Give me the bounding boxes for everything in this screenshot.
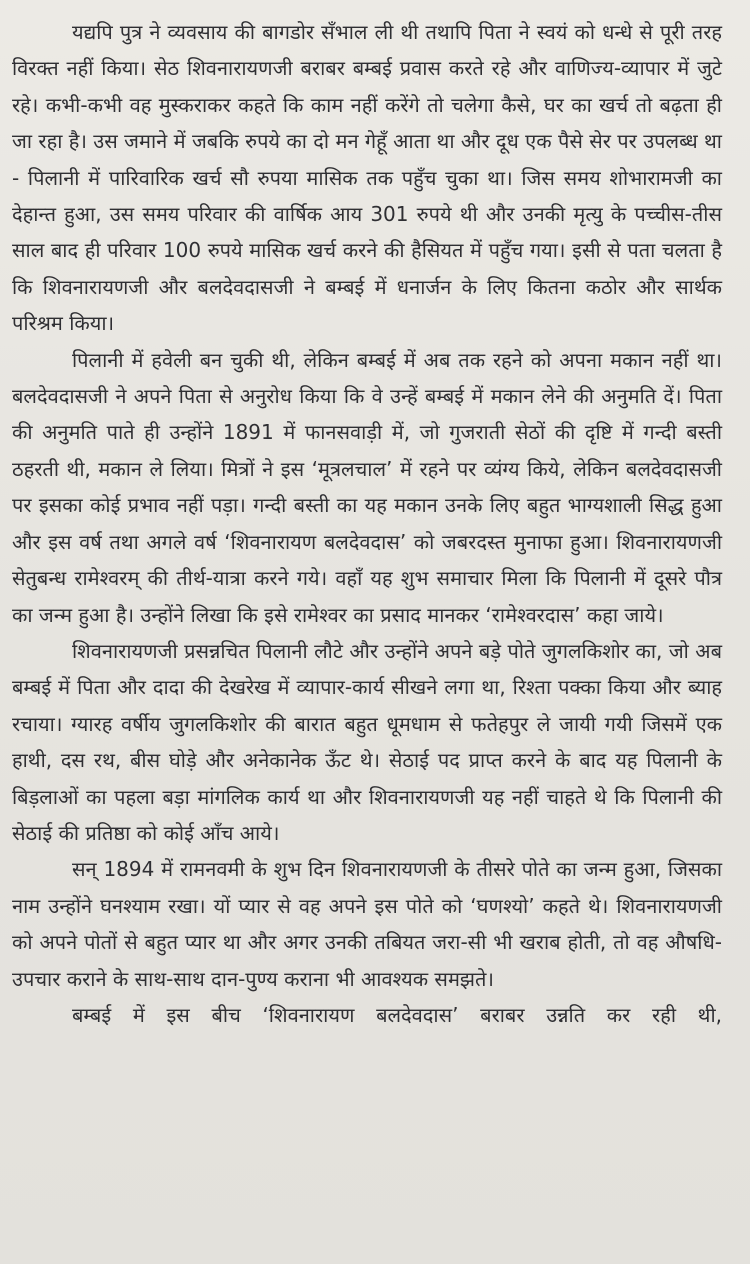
paragraph-3: शिवनारायणजी प्रसन्नचित पिलानी लौटे और उन्होंने अपने बड़े पोते जुगलकिशोर का, जो अब बम्बई में पिता और दादा की देखरेख में व्यापार-कार्य सीखने लगा था, रिश्ता पक्का किया और ब्याह रचाया। ग्यारह वर्षीय जुगलकिशोर की बारात बहुत धूमधाम से फतेहपुर ले जायी गयी जिसमें एक हाथी, दस रथ, बीस घोड़े और अनेकानेक ऊँट थे। सेठाई पद प्राप्त करने के बाद यह पिलानी के बिड़लाओं का पहला बड़ा मांगलिक कार्य था और शिवनारायणजी यह नहीं चाहते थे कि पिलानी की सेठाई की प्रतिष्ठा को कोई आँच आये। bbox=[12, 638, 722, 845]
paragraph-2: पिलानी में हवेली बन चुकी थी, लेकिन बम्बई में अब तक रहने को अपना मकान नहीं था। बलदेवदासजी ने अपने पिता से अनुरोध किया कि वे उन्हें बम्बई में मकान लेने की अनुमति दें। पिता की अनुमति पाते ही उन्होंने 1891 में फानसवाड़ी में, जो गुजराती सेठों की दृष्टि में गन्दी बस्ती ठहरती थी, मकान ले लिया। मित्रों ने इस ‘मूत्रलचाल’ में रहने पर व्यंग्य किये, लेकिन बलदेवदासजी पर इसका कोई प्रभाव नहीं पड़ा। गन्दी बस्ती का यह मकान उनके लिए बहुत भाग्यशाली सिद्ध हुआ और इस वर्ष तथा अगले वर्ष ‘शिवनारायण बलदेवदास’ को जबरदस्त मुनाफा हुआ। शिवनारायणजी सेतुबन्ध रामेश्वरम् की तीर्थ-यात्रा करने गये। वहाँ यह शुभ समाचार मिला कि पिलानी में दूसरे पौत्र का जन्म हुआ है। उन्होंने लिखा कि इसे रामेश्वर का प्रसाद मानकर ‘रामेश्वरदास’ कहा जाये। bbox=[12, 347, 722, 627]
paragraph-4: सन् 1894 में रामनवमी के शुभ दिन शिवनारायणजी के तीसरे पोते का जन्म हुआ, जिसका नाम उन्होंने घनश्याम रखा। यों प्यार से वह अपने इस पोते को ‘घणश्यो’ कहते थे। शिवनारायणजी को अपने पोतों से बहुत प्यार था और अगर उनकी तबियत जरा-सी भी खराब होती, तो वह औषधि-उपचार कराने के साथ-साथ दान-पुण्य कराना भी आवश्यक समझते। bbox=[12, 857, 722, 991]
paragraph-5: बम्बई में इस बीच ‘शिवनारायण बलदेवदास’ बराबर उन्नति कर रही थी, bbox=[72, 1002, 722, 1027]
paragraph-1: यद्यपि पुत्र ने व्यवसाय की बागडोर सँभाल ली थी तथापि पिता ने स्वयं को धन्धे से पूरी तरह विरक्त नहीं किया। सेठ शिवनारायणजी बराबर बम्बई प्रवास करते रहे और वाणिज्य-व्यापार में जुटे रहे। कभी-कभी वह मुस्कराकर कहते कि काम नहीं करेंगे तो चलेगा कैसे, घर का खर्च तो बढ़ता ही जा रहा है। उस जमाने में जबकि रुपये का दो मन गेहूँ आता था और दूध एक पैसे सेर पर उपलब्ध था - पिलानी में पारिवारिक खर्च सौ रुपया मासिक तक पहुँच चुका था। जिस समय शोभारामजी का देहान्त हुआ, उस समय परिवार की वार्षिक आय 301 रुपये थी और उनकी मृत्यु के पच्चीस-तीस साल बाद ही परिवार 100 रुपये मासिक खर्च करने की हैसियत में पहुँच गया। इसी से पता चलता है कि शिवनारायणजी और बलदेवदासजी ने बम्बई में धनार्जन के लिए कितना कठोर और सार्थक परिश्रम किया। bbox=[12, 20, 722, 336]
